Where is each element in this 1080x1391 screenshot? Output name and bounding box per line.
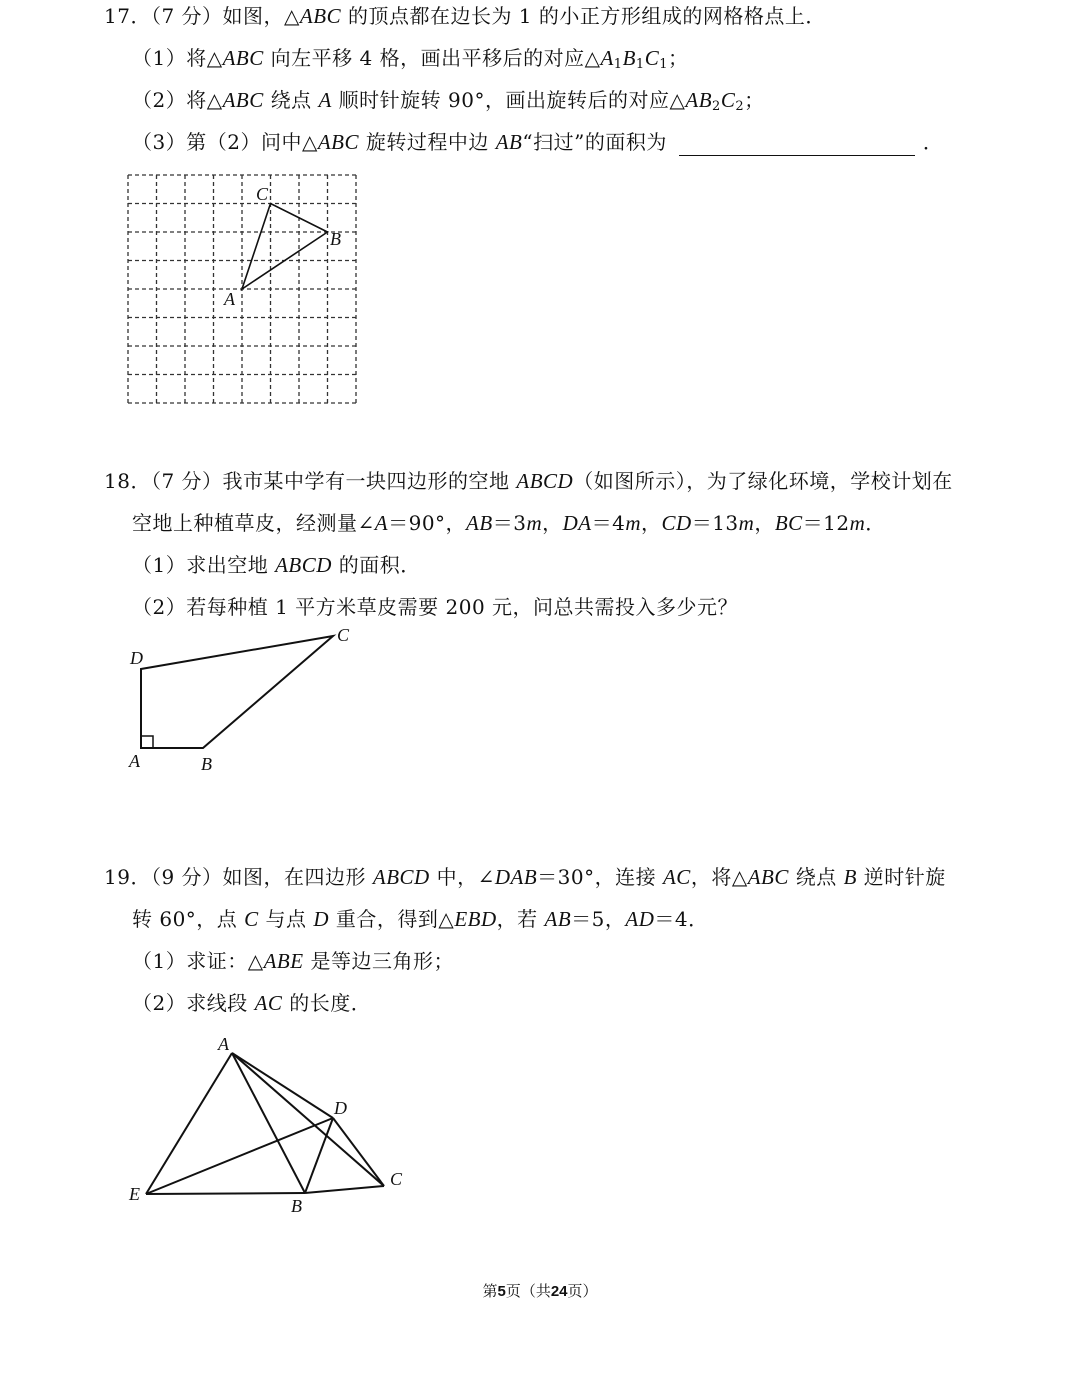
segment-ac bbox=[232, 1053, 384, 1186]
segment-ae bbox=[146, 1053, 232, 1194]
q17-part2: （2）将△ABC 绕点 A 顺时针旋转 90°，画出旋转后的对应$\triangle AB_2C_2$； bbox=[132, 88, 765, 114]
segment-ed bbox=[146, 1118, 333, 1194]
label-b: B bbox=[291, 1196, 302, 1216]
q19-figure bbox=[125, 1032, 425, 1222]
label-d: D bbox=[334, 1098, 347, 1118]
q18-part1: （1）求出空地 ABCD 的面积． bbox=[132, 553, 421, 577]
label-a: A bbox=[218, 1034, 229, 1054]
q18-stem-1: 18．（7 分）我市某中学有一块四边形的空地 ABCD（如图所示），为了绿化环境，学校计划在 bbox=[104, 469, 953, 493]
answer-blank[interactable] bbox=[679, 135, 915, 156]
q19-stem-1: 19．（9 分）如图，在四边形 ABCD 中，∠DAB＝30°，连接 AC，将△ABC 绕点 B 逆时针旋 bbox=[104, 865, 946, 889]
label-b: B bbox=[201, 754, 212, 774]
q19-stem-2: 转 60°，点 C 与点 D 重合，得到△EBD，若 AB＝5，AD＝4． bbox=[132, 907, 709, 931]
label-b: B bbox=[330, 229, 341, 249]
segment-ab bbox=[232, 1053, 305, 1193]
q18-quadrilateral-figure bbox=[125, 624, 365, 774]
right-angle-mark bbox=[141, 736, 153, 748]
label-d: D bbox=[130, 648, 143, 668]
segment-dc bbox=[333, 1118, 384, 1186]
triangle-abc bbox=[242, 204, 328, 290]
label-a: A bbox=[224, 289, 235, 309]
q17-part3: （3）第（2）问中△ABC 旋转过程中边 AB“扫过”的面积为 ． bbox=[132, 130, 944, 154]
q18-part2: （2）若每种植 1 平方米草皮需要 200 元，问总共需投入多少元？ bbox=[132, 595, 739, 619]
q17-part1: （1）将△ABC 向左平移 4 格，画出平移后的对应$\triangle A_1B_1C_1$； bbox=[132, 46, 689, 72]
q17-stem: 17．（7 分）如图，△ABC 的顶点都在边长为 1 的小正方形组成的网格格点上． bbox=[104, 4, 826, 28]
label-c: C bbox=[337, 625, 350, 645]
label-a: A bbox=[129, 751, 140, 771]
segment-eb bbox=[146, 1193, 305, 1194]
label-e: E bbox=[129, 1184, 140, 1204]
page-footer: 第5页（共24页） bbox=[482, 1282, 598, 1300]
q18-stem-2: 空地上种植草皮，经测量∠A＝90°，AB＝3m，DA＝4m，CD＝13m，BC＝12m． bbox=[132, 511, 886, 535]
label-c: C bbox=[390, 1169, 403, 1189]
page-number: 5 bbox=[497, 1283, 506, 1300]
label-c: C bbox=[256, 184, 269, 204]
q17-grid-figure bbox=[125, 172, 365, 412]
total-pages: 24 bbox=[550, 1283, 568, 1300]
q19-part1: （1）求证：△ABE 是等边三角形； bbox=[132, 949, 454, 973]
segment-ad bbox=[232, 1053, 333, 1118]
segment-bc bbox=[305, 1186, 384, 1193]
q19-part2: （2）求线段 AC 的长度． bbox=[132, 991, 372, 1015]
quadrilateral-abcd bbox=[141, 636, 333, 748]
